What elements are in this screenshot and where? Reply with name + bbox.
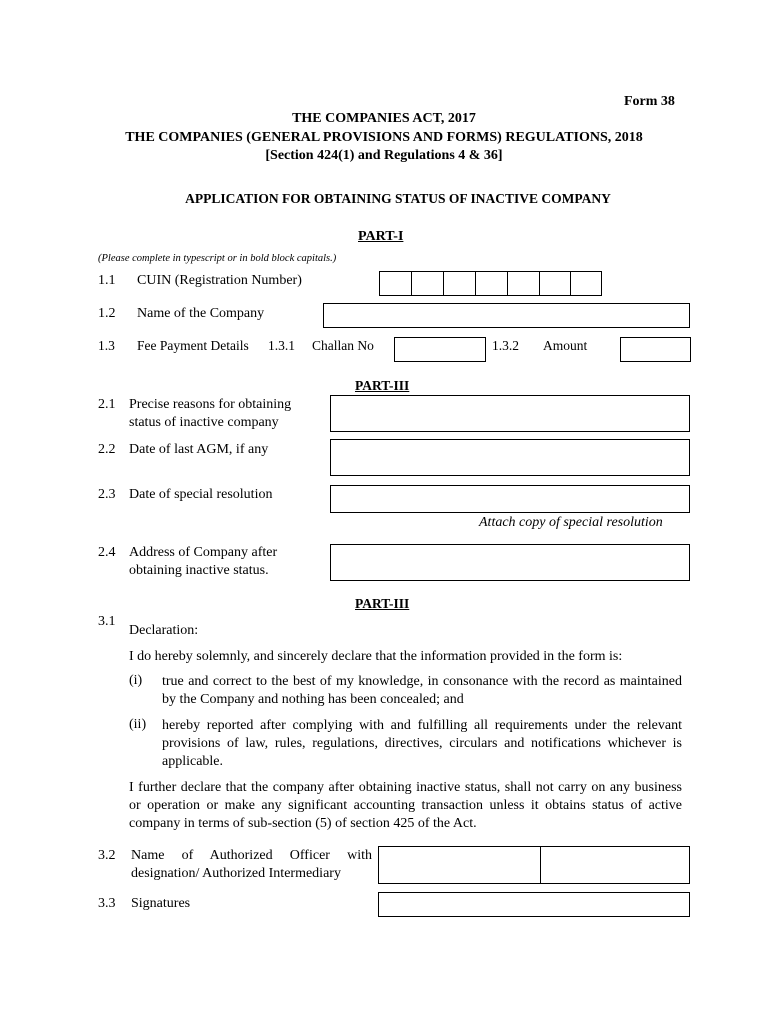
reasons-label-line2: status of inactive company	[129, 415, 279, 430]
reasons-input[interactable]	[330, 395, 690, 432]
act-title: THE COMPANIES ACT, 2017	[292, 111, 476, 126]
cuin-cell-divider	[411, 272, 412, 295]
officer-label-line2: designation/ Authorized Intermediary	[131, 866, 341, 881]
item-number-1-3: 1.3	[98, 338, 115, 353]
officer-designation-input[interactable]	[540, 847, 689, 883]
item-number-3-1: 3.1	[98, 614, 116, 629]
form-title: APPLICATION FOR OBTAINING STATUS OF INACTIVE COMPANY	[185, 191, 611, 206]
special-resolution-label: Date of special resolution	[129, 487, 273, 502]
attachment-note: Attach copy of special resolution	[479, 515, 663, 530]
cuin-cell-divider	[507, 272, 508, 295]
address-input[interactable]	[330, 544, 690, 581]
amount-label: Amount	[543, 338, 588, 353]
address-label-line2: obtaining inactive status.	[129, 563, 269, 578]
item-number-1-2: 1.2	[98, 306, 116, 321]
amount-label-num: 1.3.2	[492, 338, 519, 353]
declaration-intro: I do hereby solemnly, and sincerely declare that the information provided in the form is:	[129, 649, 623, 664]
declaration-item-text: true and correct to the best of my knowledge, in consonance with the record as maintained by the Company and nothing has been concealed; and	[162, 674, 682, 707]
part1-heading: PART-I	[358, 229, 404, 244]
fee-payment-label: Fee Payment Details	[137, 338, 249, 353]
signatures-label: Signatures	[131, 896, 191, 911]
special-resolution-date-input[interactable]	[330, 485, 690, 513]
item-number-1-1: 1.1	[98, 273, 116, 288]
form-number: Form 38	[624, 94, 675, 109]
cuin-label: CUIN (Registration Number)	[137, 273, 302, 288]
last-agm-label: Date of last AGM, if any	[129, 442, 269, 457]
company-name-label: Name of the Company	[137, 306, 265, 321]
cuin-cell-divider	[539, 272, 540, 295]
last-agm-date-input[interactable]	[330, 439, 690, 476]
address-label-line1: Address of Company after	[129, 545, 278, 560]
officer-name-input[interactable]	[379, 847, 541, 883]
signatures-input[interactable]	[378, 892, 690, 917]
item-number-2-3: 2.3	[98, 487, 116, 502]
company-name-input[interactable]	[323, 303, 690, 328]
officer-label-line1: Name of Authorized Officer with	[131, 848, 372, 863]
item-number-3-2: 3.2	[98, 848, 116, 863]
declaration-item-marker: (i)	[129, 673, 143, 688]
declaration-item-marker: (ii)	[129, 717, 147, 732]
instruction-note: (Please complete in typescript or in bold block capitals.)	[98, 253, 337, 264]
further-declaration: I further declare that the company after obtaining inactive status, shall not carry on any business or operation or make any significant accounting transaction unless it obtains status of active company in terms of sub-section (5) of section 425 of the Act.	[129, 780, 682, 831]
cuin-cell-divider	[475, 272, 476, 295]
part2-heading: PART-III	[355, 378, 410, 393]
challan-label: Challan No	[312, 338, 374, 353]
declaration-label: Declaration:	[129, 623, 199, 638]
item-number-2-2: 2.2	[98, 442, 116, 457]
amount-input[interactable]	[620, 337, 691, 362]
section-reference: [Section 424(1) and Regulations 4 & 36]	[265, 148, 503, 163]
item-number-3-3: 3.3	[98, 896, 116, 911]
officer-input-group	[378, 846, 690, 884]
challan-number-label-num: 1.3.1	[268, 338, 295, 353]
cuin-cell-divider	[443, 272, 444, 295]
declaration-item-text: hereby reported after complying with and fulfilling all requirements under the relevant provisions of law, rules, regulations, directives, circulars and notifications whichever is applicable.	[162, 718, 682, 769]
cuin-input[interactable]	[379, 271, 602, 296]
part3-heading: PART-III	[355, 596, 410, 611]
challan-number-input[interactable]	[394, 337, 486, 362]
reasons-label-line1: Precise reasons for obtaining	[129, 397, 292, 412]
cuin-cell-divider	[570, 272, 571, 295]
regulations-title: THE COMPANIES (GENERAL PROVISIONS AND FORMS) REGULATIONS, 2018	[125, 130, 643, 145]
item-number-2-4: 2.4	[98, 545, 116, 560]
item-number-2-1: 2.1	[98, 397, 116, 412]
